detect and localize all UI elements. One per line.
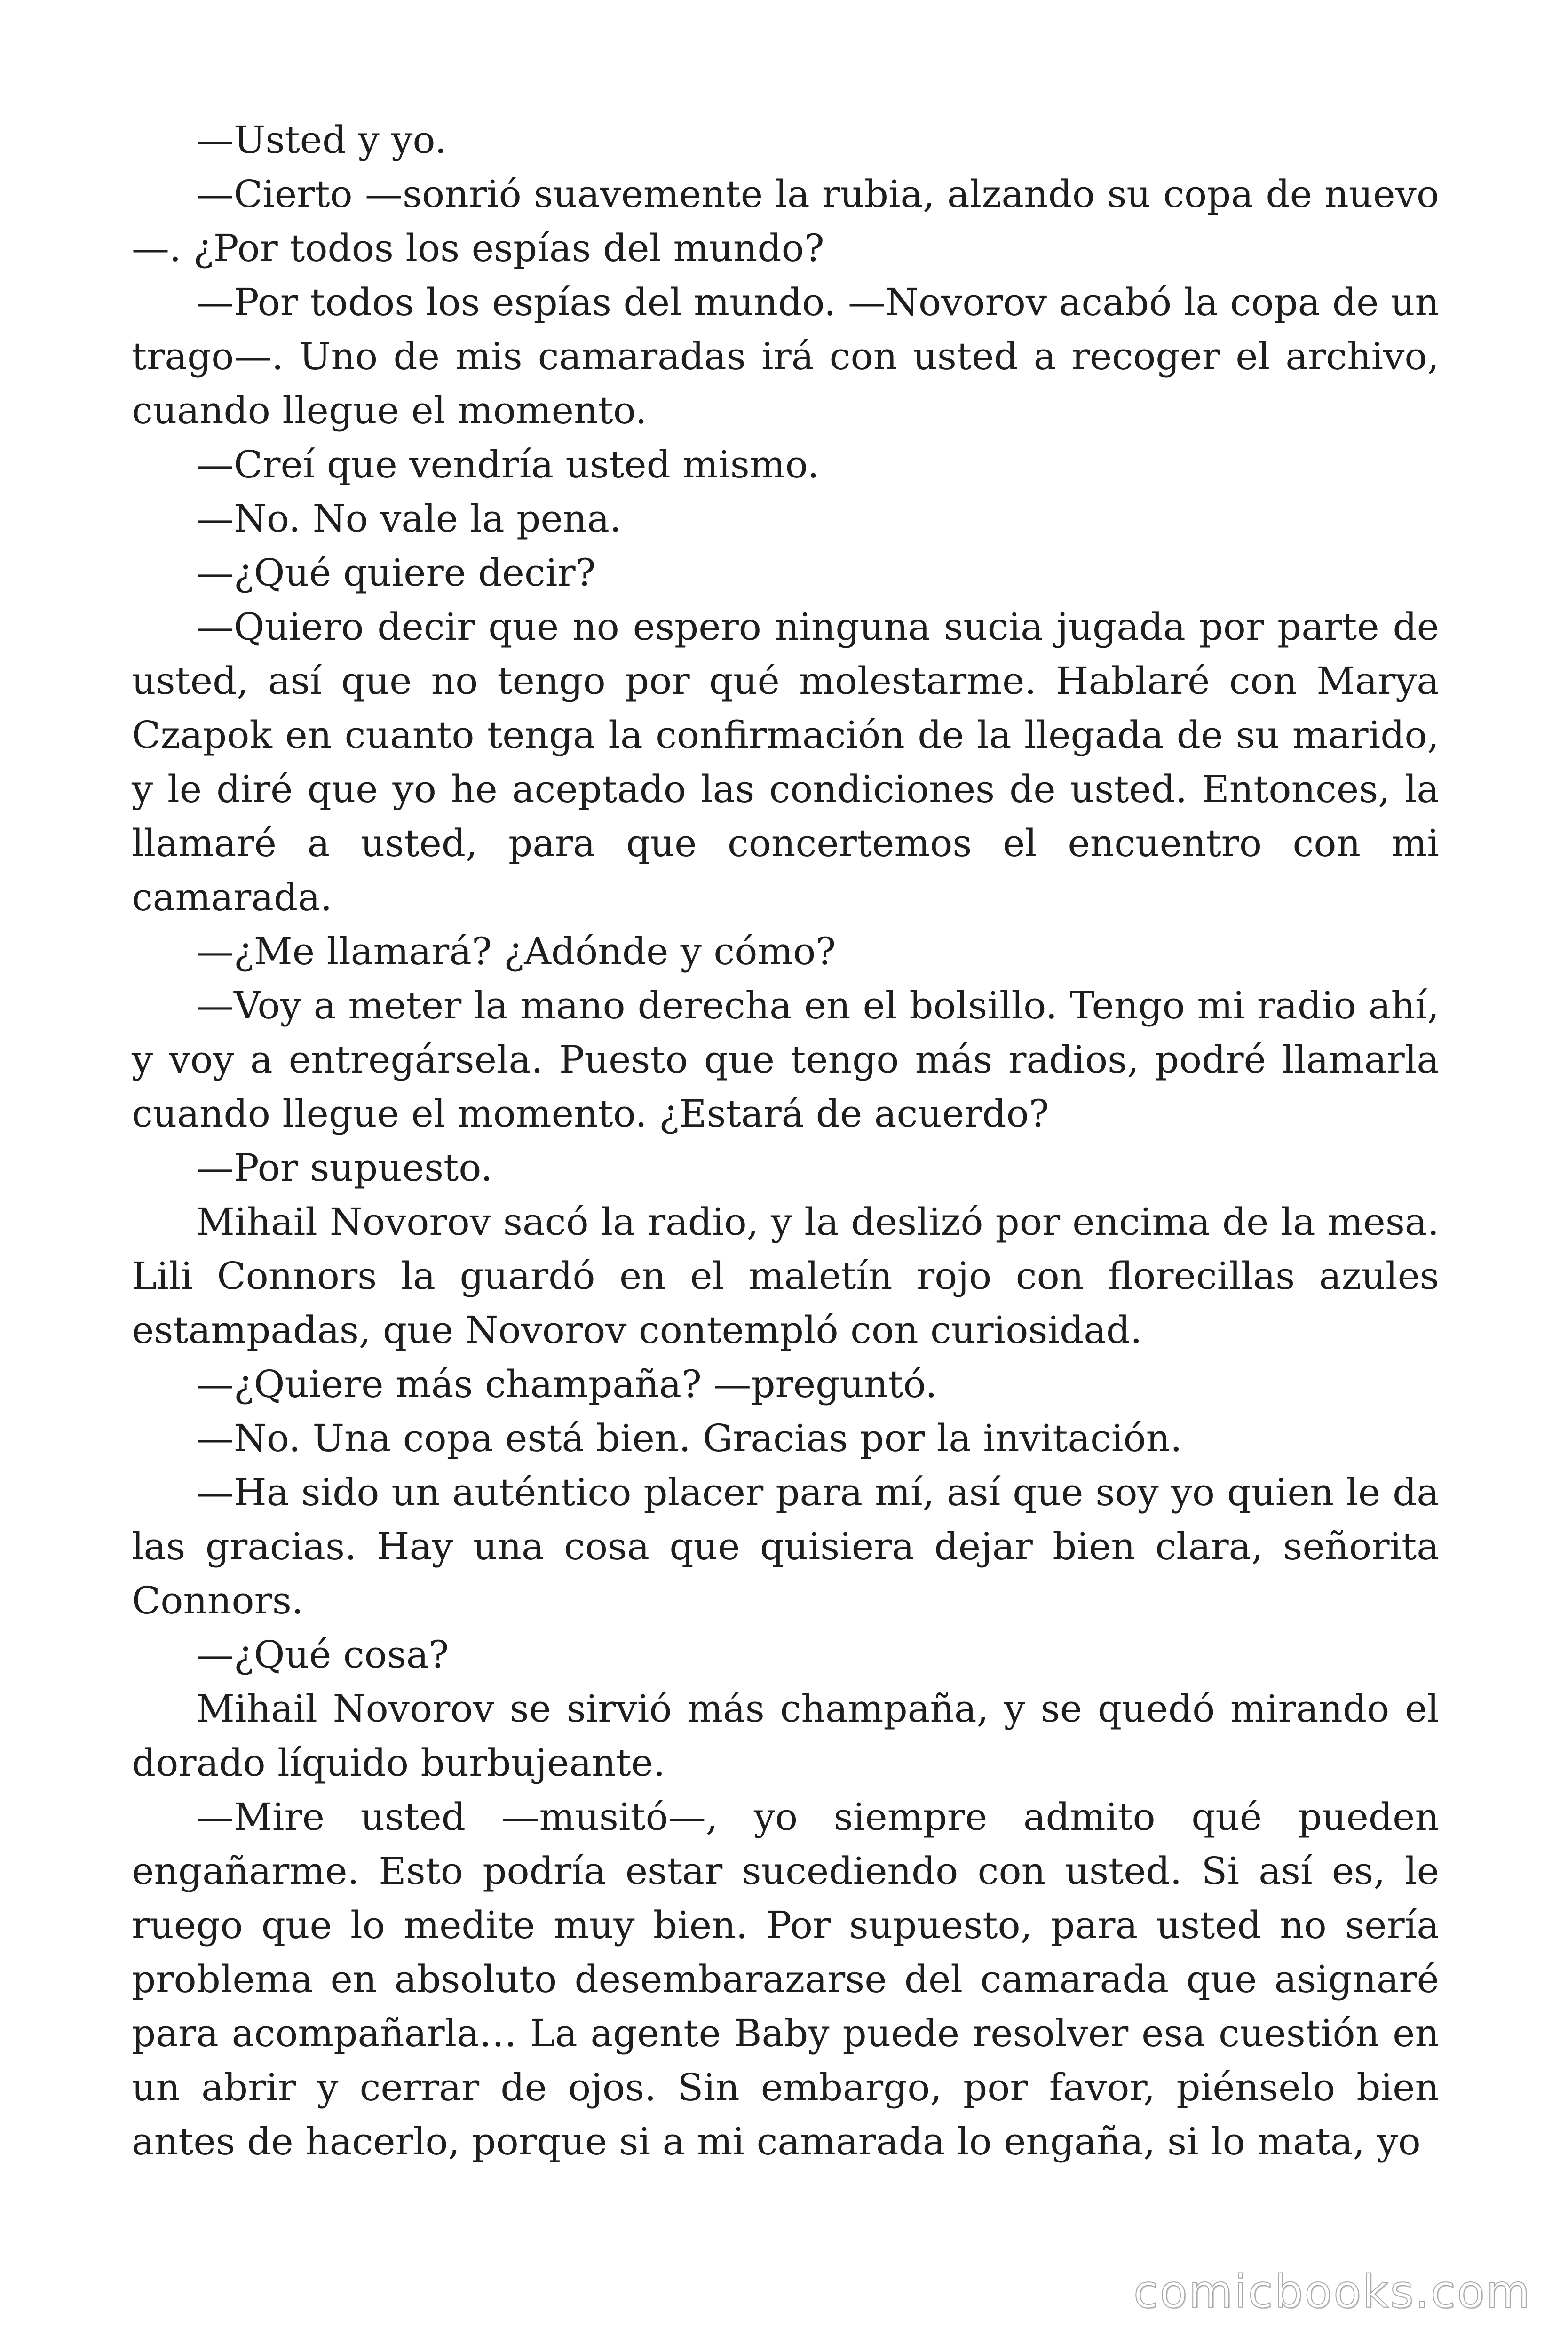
paragraph: —Ha sido un auténtico placer para mí, así que soy yo quien le da las gracias. Hay una cosa que quisiera dejar bien clara, señorita Connors.	[132, 1470, 1439, 1622]
paragraph: Mihail Novorov se sirvió más champaña, y se quedó mirando el dorado líquido burbujeante.	[132, 1687, 1439, 1785]
paragraph: Mihail Novorov sacó la radio, y la deslizó por encima de la mesa. Lili Connors la guardó en el maletín rojo con florecillas azules estampadas, que Novorov contempló con curiosidad.	[132, 1200, 1439, 1352]
paragraph: —Creí que vendría usted mismo.	[196, 443, 819, 486]
paragraph: —Usted y yo.	[196, 118, 447, 162]
paragraph: —¿Me llamará? ¿Adónde y cómo?	[196, 930, 836, 973]
paragraph: —No. No vale la pena.	[196, 497, 622, 540]
paragraph: —¿Qué cosa?	[196, 1633, 449, 1677]
watermark: comicbooks.com	[1133, 2265, 1531, 2318]
paragraph: —Por supuesto.	[196, 1146, 493, 1190]
paragraph: —¿Quiere más champaña? —preguntó.	[196, 1362, 937, 1406]
paragraph: —No. Una copa está bien. Gracias por la invitación.	[196, 1416, 1182, 1460]
paragraph: —Mire usted —musitó—, yo siempre admito qué pueden engañarme. Esto podría estar sucediendo con usted. Si así es, le ruego que lo medite muy bien. Por supuesto, para usted no sería problema en absoluto desembarazarse del camarada que asignaré para acompañarla… La agente Baby puede resolver esa cuestión en un abrir y cerrar de ojos. Sin embargo, por favor, piénselo bien antes de hacerlo, porque si a mi camarada lo engaña, si lo mata, yo	[132, 1795, 1439, 2163]
paragraph: —¿Qué quiere decir?	[196, 551, 596, 595]
paragraph: —Por todos los espías del mundo. —Novorov acabó la copa de un trago—. Uno de mis camaradas irá con usted a recoger el archivo, cuando llegue el momento.	[132, 280, 1439, 432]
paragraph: —Voy a meter la mano derecha en el bolsillo. Tengo mi radio ahí, y voy a entregársela. Puesto que tengo más radios, podré llamarla cuando llegue el momento. ¿Estará de acuerdo?	[132, 984, 1439, 1136]
page-text	[132, 113, 1439, 2169]
paragraph: —Cierto —sonrió suavemente la rubia, alzando su copa de nuevo—. ¿Por todos los espías del mundo?	[132, 172, 1439, 270]
paragraph: —Quiero decir que no espero ninguna sucia jugada por parte de usted, así que no tengo por qué molestarme. Hablaré con Marya Czapok en cuanto tenga la confirmación de la llegada de su marido, y le diré que yo he aceptado las condiciones de usted. Entonces, la llamaré a usted, para que concertemos el encuentro con mi camarada.	[132, 605, 1439, 919]
